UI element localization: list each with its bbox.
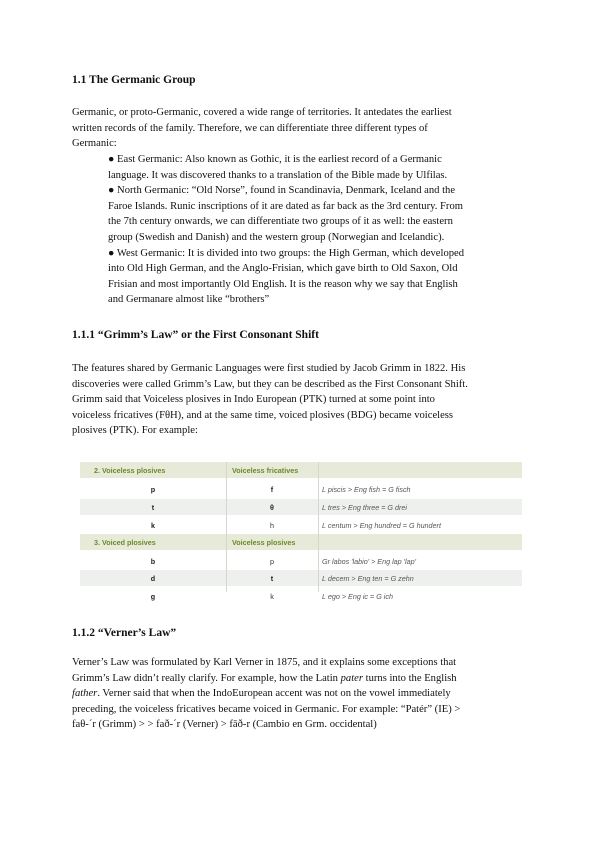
grimms-law-paragraph	[72, 361, 532, 439]
bullet-line: Faroe Islands. Runic inscriptions of it are dated as far back as the 3rd century. From	[108, 200, 463, 212]
table-row	[80, 499, 522, 515]
table-cell: k	[270, 592, 274, 601]
table-header-row	[80, 462, 522, 478]
table-cell: L decem > Eng ten = G zehn	[322, 574, 414, 583]
text-line	[72, 671, 532, 687]
text-run: turns into the English	[362, 672, 457, 684]
table-cell: L tres > Eng three = G drei	[322, 503, 407, 512]
heading-germanic-group: 1.1 The Germanic Group	[72, 74, 196, 86]
table-divider	[318, 462, 319, 592]
table-header-cell: 2. Voiceless plosives	[94, 466, 166, 475]
bullet-line: ● West Germanic: It is divided into two groups: the High German, which developed	[108, 247, 465, 259]
germanic-bullet-list	[108, 152, 538, 308]
table-row	[80, 517, 522, 533]
table-cell: θ	[270, 503, 274, 512]
table-cell: d	[150, 574, 156, 583]
heading-verners-law: 1.1.2 “Verner’s Law”	[72, 627, 177, 639]
verners-law-paragraph	[72, 655, 532, 733]
text-line: The features shared by Germanic Languages were first studied by Jacob Grimm in 1822. His	[72, 363, 466, 374]
table-cell: b	[150, 557, 156, 566]
text-line	[72, 686, 532, 702]
text-run: . Verner said that when the IndoEuropean accent was not on the vowel immediately	[97, 688, 451, 700]
table-cell: p	[270, 557, 274, 566]
table-cell: h	[270, 521, 274, 530]
text-line: preceding, the voiceless fricatives became voiced in Germanic. For example: “Patér” (IE) >	[72, 703, 461, 715]
intro-paragraph	[72, 105, 532, 152]
table-row	[80, 588, 522, 604]
table-header-cell: Voiceless plosives	[232, 538, 296, 547]
table-row	[80, 553, 522, 569]
text-line: Germanic:	[72, 138, 117, 150]
text-line: voiceless fricatives (FθH), and at the same time, voiced plosives (BDG) became voiceless	[72, 409, 454, 421]
table-cell: p	[150, 485, 156, 494]
text-line: discoveries were called Grimm’s Law, but they can be described as the First Consonant Shift.	[72, 378, 468, 390]
table-cell: f	[270, 485, 274, 494]
italic-word-father: father	[72, 688, 98, 700]
table-cell: t	[151, 503, 155, 512]
table-row	[80, 570, 522, 586]
text-line: plosives (PTK). For example:	[72, 425, 198, 437]
table-cell: k	[151, 521, 155, 530]
bullet-line: Frisian and most importantly Old English. It is the reason why we say that English	[108, 278, 458, 290]
bullet-line: language. It was discovered thanks to a translation of the Bible made by Ulfilas.	[108, 169, 448, 181]
bullet-line: ● East Germanic: Also known as Gothic, it is the earliest record of a Germanic	[108, 154, 442, 165]
bullet-line: group (Swedish and Danish) and the western group (Norwegian and Icelandic).	[108, 231, 445, 243]
bullet-line: into Old High German, and the Anglo-Frisian, which gave birth to Old Saxon, Old	[108, 263, 458, 275]
text-run: Grimm’s Law didn’t really clarify. For example, how the Latin	[72, 672, 341, 684]
text-line: Germanic, or proto-Germanic, covered a wide range of territories. It antedates the earliest	[72, 107, 452, 118]
bullet-line: ● North Germanic: “Old Norse”, found in Scandinavia, Denmark, Iceland and the	[108, 185, 456, 197]
table-header-cell: Voiceless fricatives	[232, 466, 299, 475]
table-header-row	[80, 534, 522, 550]
table-cell: g	[150, 592, 156, 601]
text-line: Grimm said that Voiceless plosives in Indo European (PTK) turned at some point into	[72, 394, 435, 406]
table-cell: Gr labos 'labio' > Eng lap 'lap'	[322, 557, 416, 566]
bullet-line: the 7th century onwards, we can differentiate two groups of it as well: the eastern	[108, 216, 453, 228]
table-row	[80, 481, 522, 497]
table-cell: L ego > Eng ic = G ich	[322, 592, 393, 601]
bullet-line: and Germanare almost like “brothers”	[108, 294, 270, 306]
text-line: faθ-´r (Grimm) > > fað-´r (Verner) > fāð-r (Cambio en Grm. occidental)	[72, 719, 377, 731]
table-header-cell: 3. Voiced plosives	[94, 538, 156, 547]
italic-word-pater: pater	[340, 672, 363, 684]
heading-grimms-law: 1.1.1 “Grimm’s Law” or the First Consonant Shift	[72, 329, 319, 341]
table-cell: L centum > Eng hundred = G hundert	[322, 521, 441, 530]
table-cell: t	[270, 574, 274, 583]
table-cell: L piscis > Eng fish = G fisch	[322, 485, 411, 494]
text-line: Verner’s Law was formulated by Karl Verner in 1875, and it explains some exceptions that	[72, 657, 457, 668]
consonant-shift-table	[80, 462, 522, 601]
text-line: written records of the family. Therefore, we can differentiate three different types of	[72, 122, 428, 134]
table-divider	[226, 462, 227, 592]
